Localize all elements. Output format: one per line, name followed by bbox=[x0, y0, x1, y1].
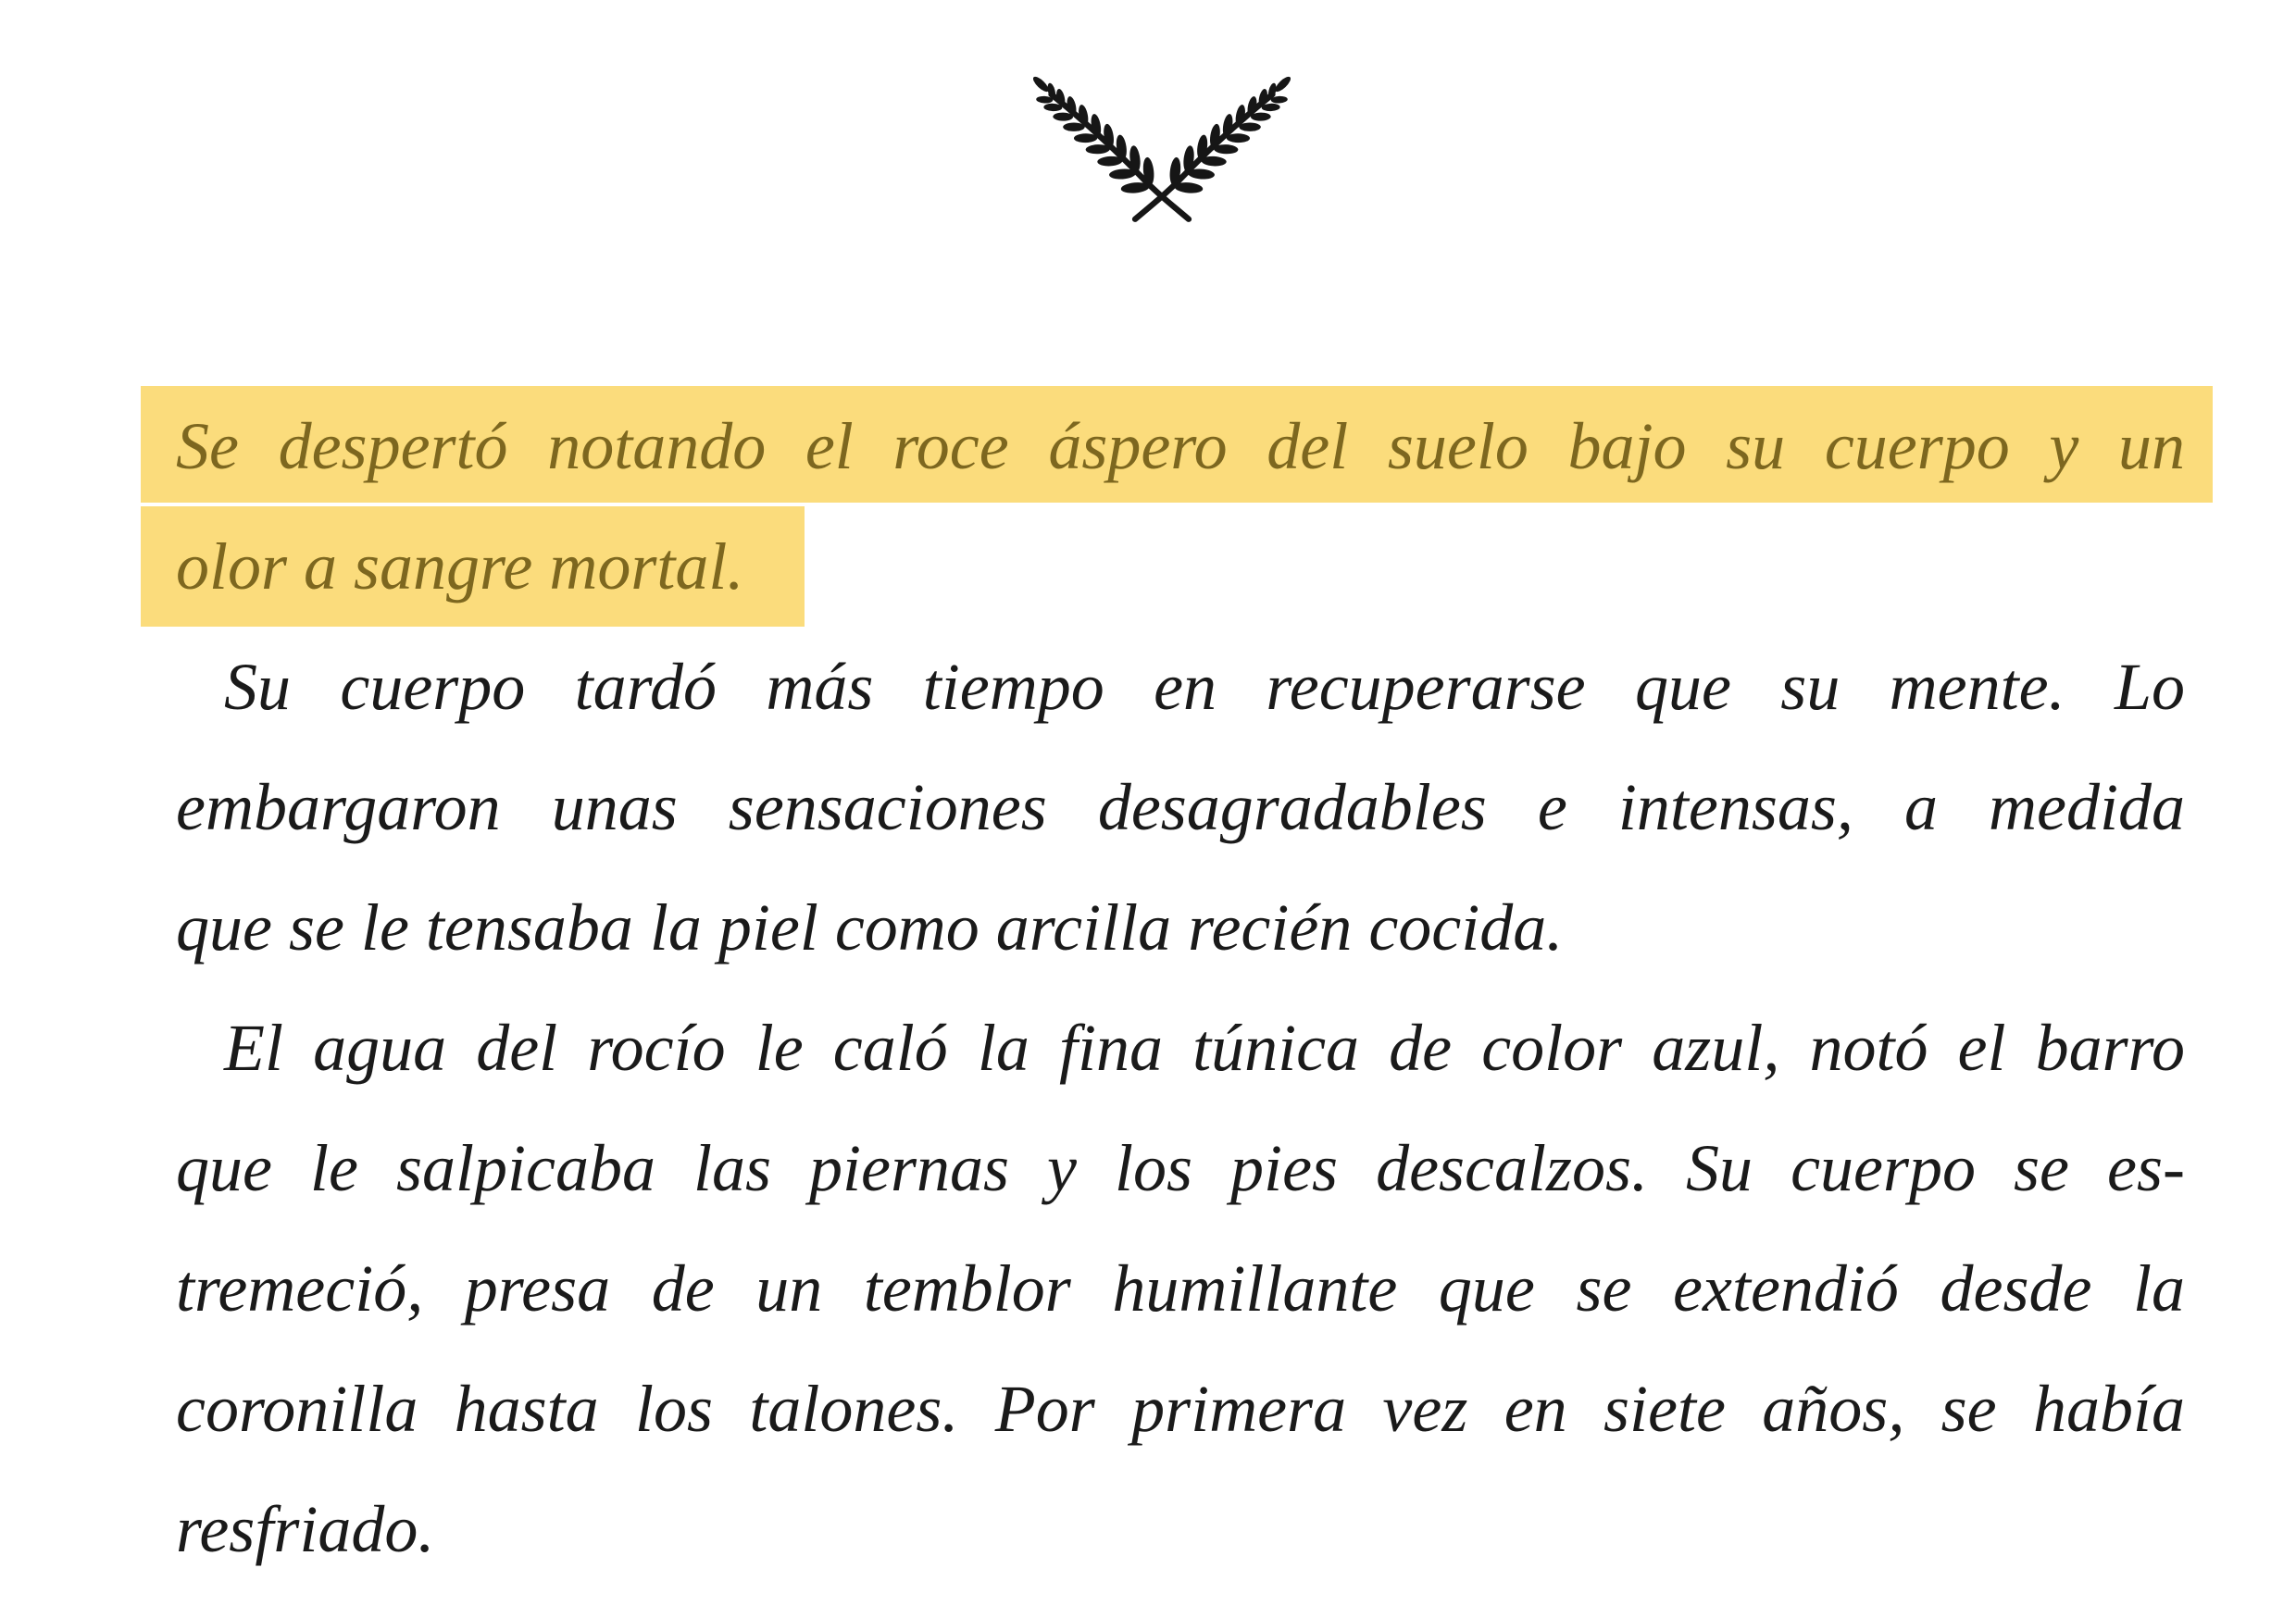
text-line: El agua del rocío le caló la fina túnica de color azul, notó el barro bbox=[224, 1011, 2185, 1085]
text-line: resfriado. bbox=[176, 1492, 435, 1566]
text-line: que le salpicaba las piernas y los pies descalzos. Su cuerpo se es- bbox=[176, 1131, 2185, 1205]
text-line: embargaron unas sensaciones desagradables e intensas, a medida bbox=[176, 770, 2185, 844]
text-line: que se le tensaba la piel como arcilla recién cocida. bbox=[176, 890, 1564, 965]
highlighted-line[interactable]: Se despertó notando el roce áspero del suelo bajo su cuerpo y un bbox=[141, 386, 2213, 506]
paragraph-3 bbox=[176, 988, 2185, 1589]
text-line: tremeció, presa de un temblor humillante que se extendió desde la bbox=[176, 1251, 2185, 1326]
paragraph-highlighted bbox=[176, 386, 2185, 627]
text-line: Su cuerpo tardó más tiempo en recuperarse que su mente. Lo bbox=[224, 650, 2185, 724]
highlighted-line[interactable]: olor a sangre mortal. bbox=[141, 506, 805, 627]
page-text bbox=[176, 386, 2185, 1589]
paragraph-2 bbox=[176, 627, 2185, 988]
text-line: coronilla hasta los talones. Por primera vez en siete años, se había bbox=[176, 1372, 2185, 1446]
laurel-wreath-icon bbox=[1032, 67, 1292, 226]
